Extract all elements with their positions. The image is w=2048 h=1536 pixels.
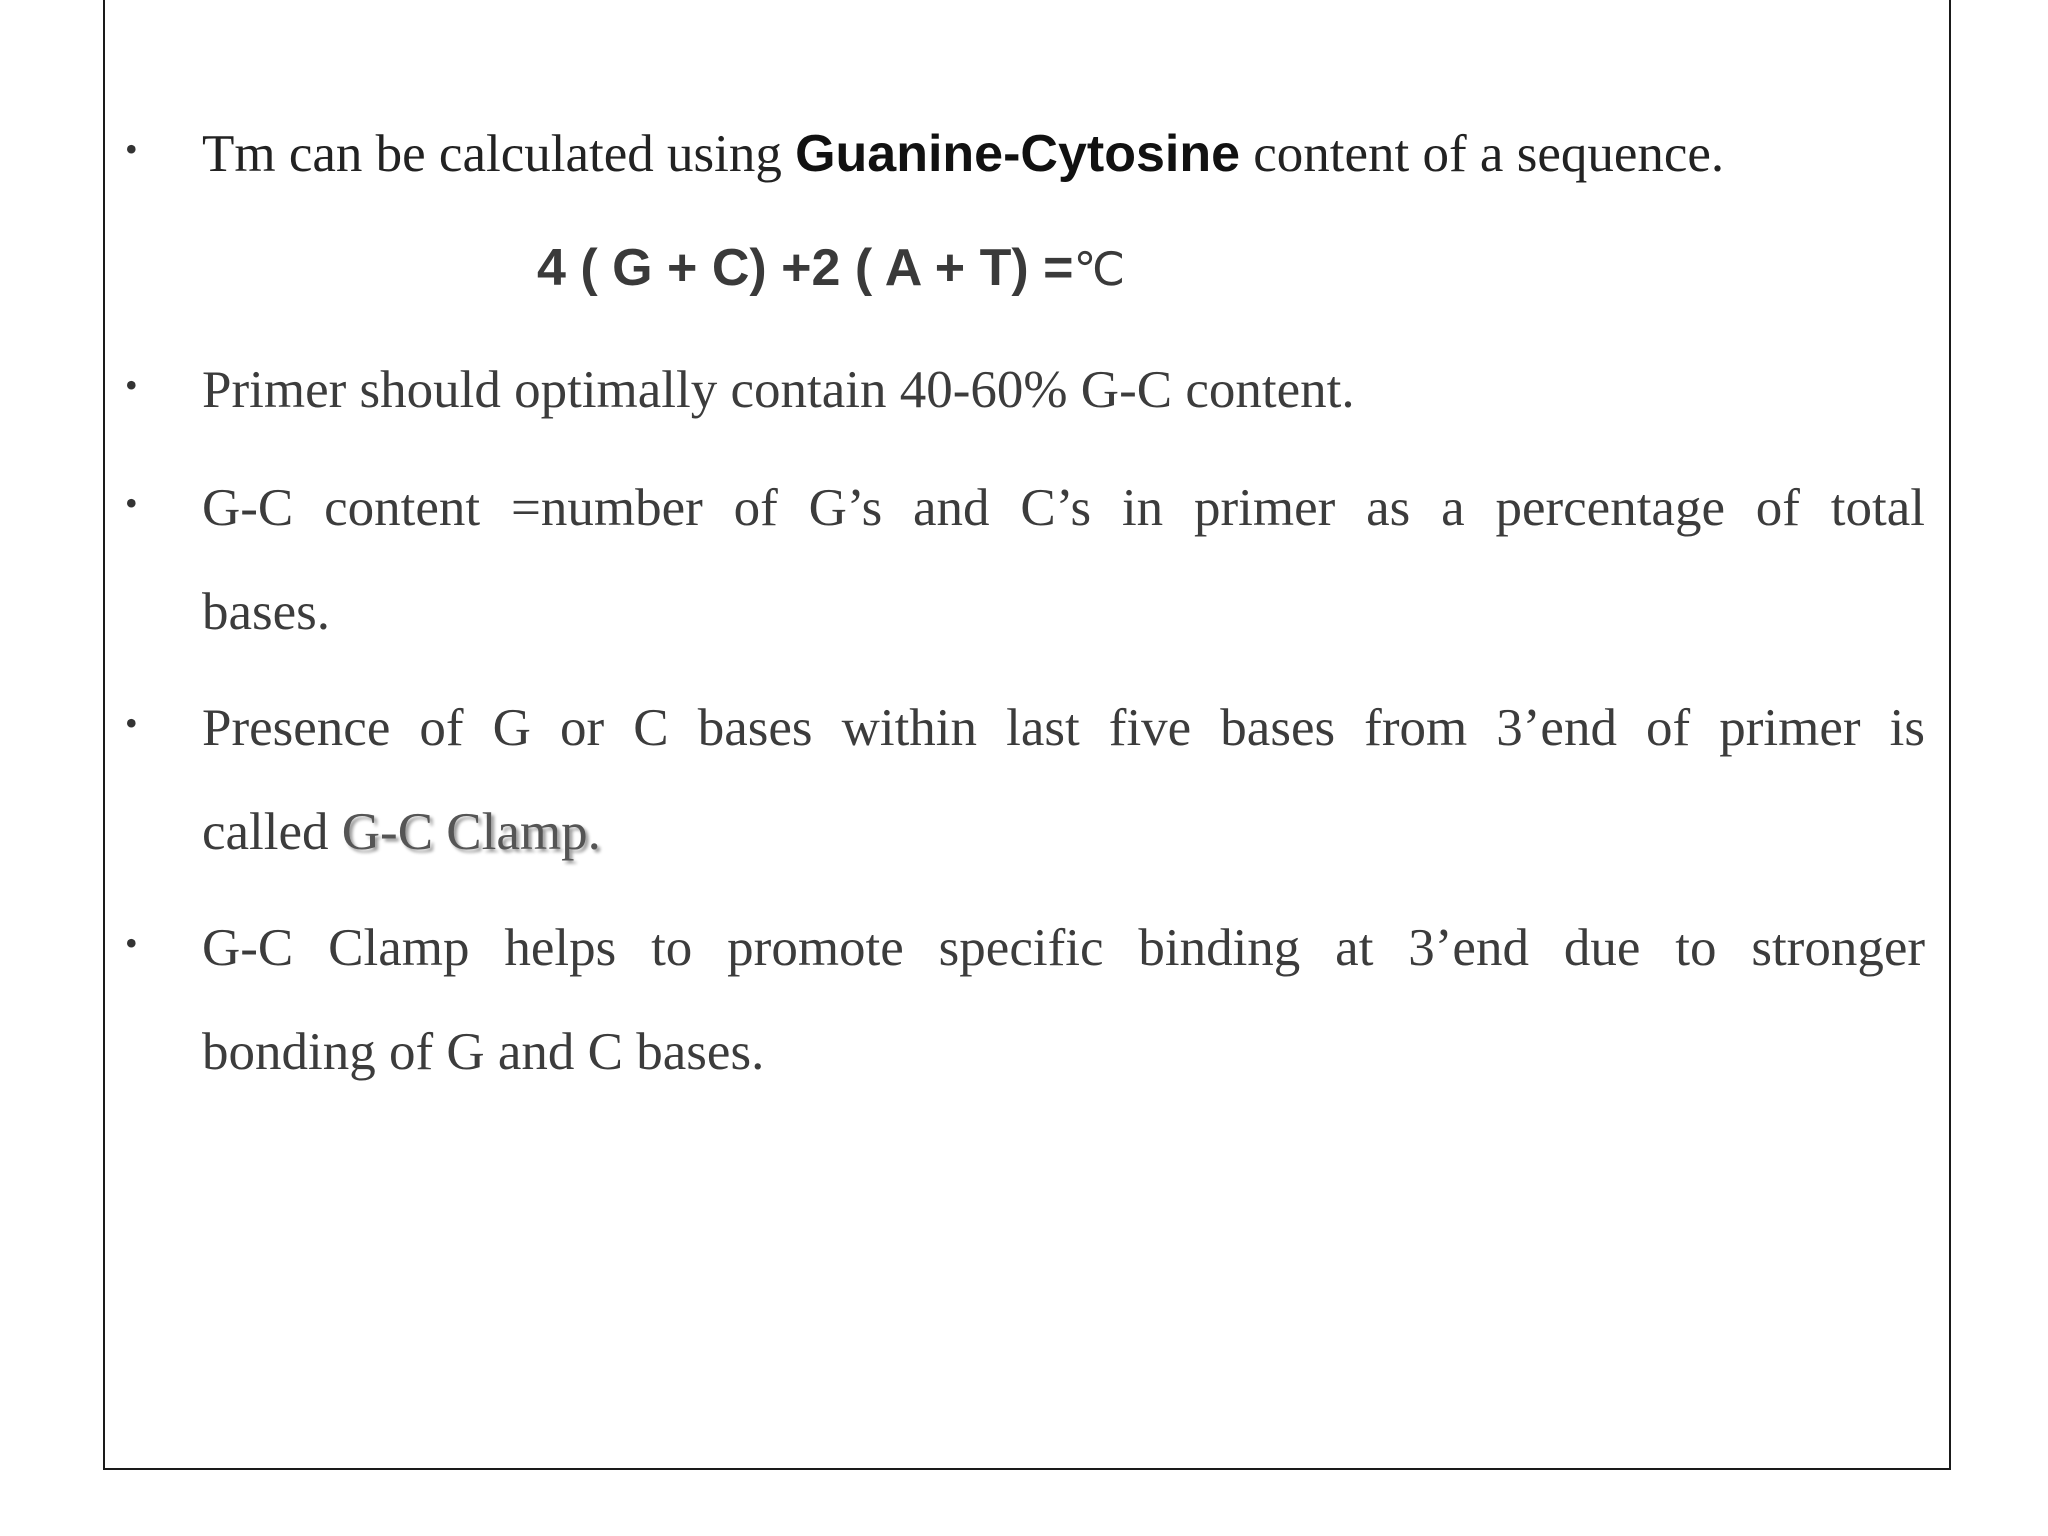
bullet-3-line-1: G-C content =number of G’s and C’s in primer as a percentage of total <box>202 479 1925 537</box>
bullet-1-text <box>202 125 1925 183</box>
bullet-5-line-2: bonding of G and C bases. <box>202 1023 765 1081</box>
bullet-2-text: Primer should optimally contain 40-60% G-C content. <box>202 361 1355 419</box>
guanine-cytosine-term: Guanine-Cytosine <box>795 125 1241 183</box>
bullet-marker: • <box>125 365 138 405</box>
bullet-4-line-2-pre: called <box>202 803 342 861</box>
bullet-1-post: content of a sequence. <box>1240 125 1725 183</box>
bullet-5-line-1: G-C Clamp helps to promote specific binding at 3’end due to stronger <box>202 919 1925 977</box>
celsius-unit: ℃ <box>1073 242 1126 296</box>
formula-expression: 4 ( G + C) +2 ( A + T) = <box>537 239 1074 297</box>
slide-frame <box>103 0 1951 1470</box>
bullet-4-line-1: Presence of G or C bases within last five bases from 3’end of primer is <box>202 699 1925 757</box>
tm-formula <box>537 239 1126 297</box>
bullet-marker: • <box>125 483 138 523</box>
bullet-4-line-2 <box>202 803 1925 861</box>
bullet-1-pre: Tm can be calculated using <box>202 125 796 183</box>
bullet-marker: • <box>125 923 138 963</box>
bullet-marker: • <box>125 129 138 169</box>
gc-clamp-term: G-C Clamp. <box>341 803 601 861</box>
bullet-marker: • <box>125 703 138 743</box>
bullet-3-line-2: bases. <box>202 583 331 641</box>
